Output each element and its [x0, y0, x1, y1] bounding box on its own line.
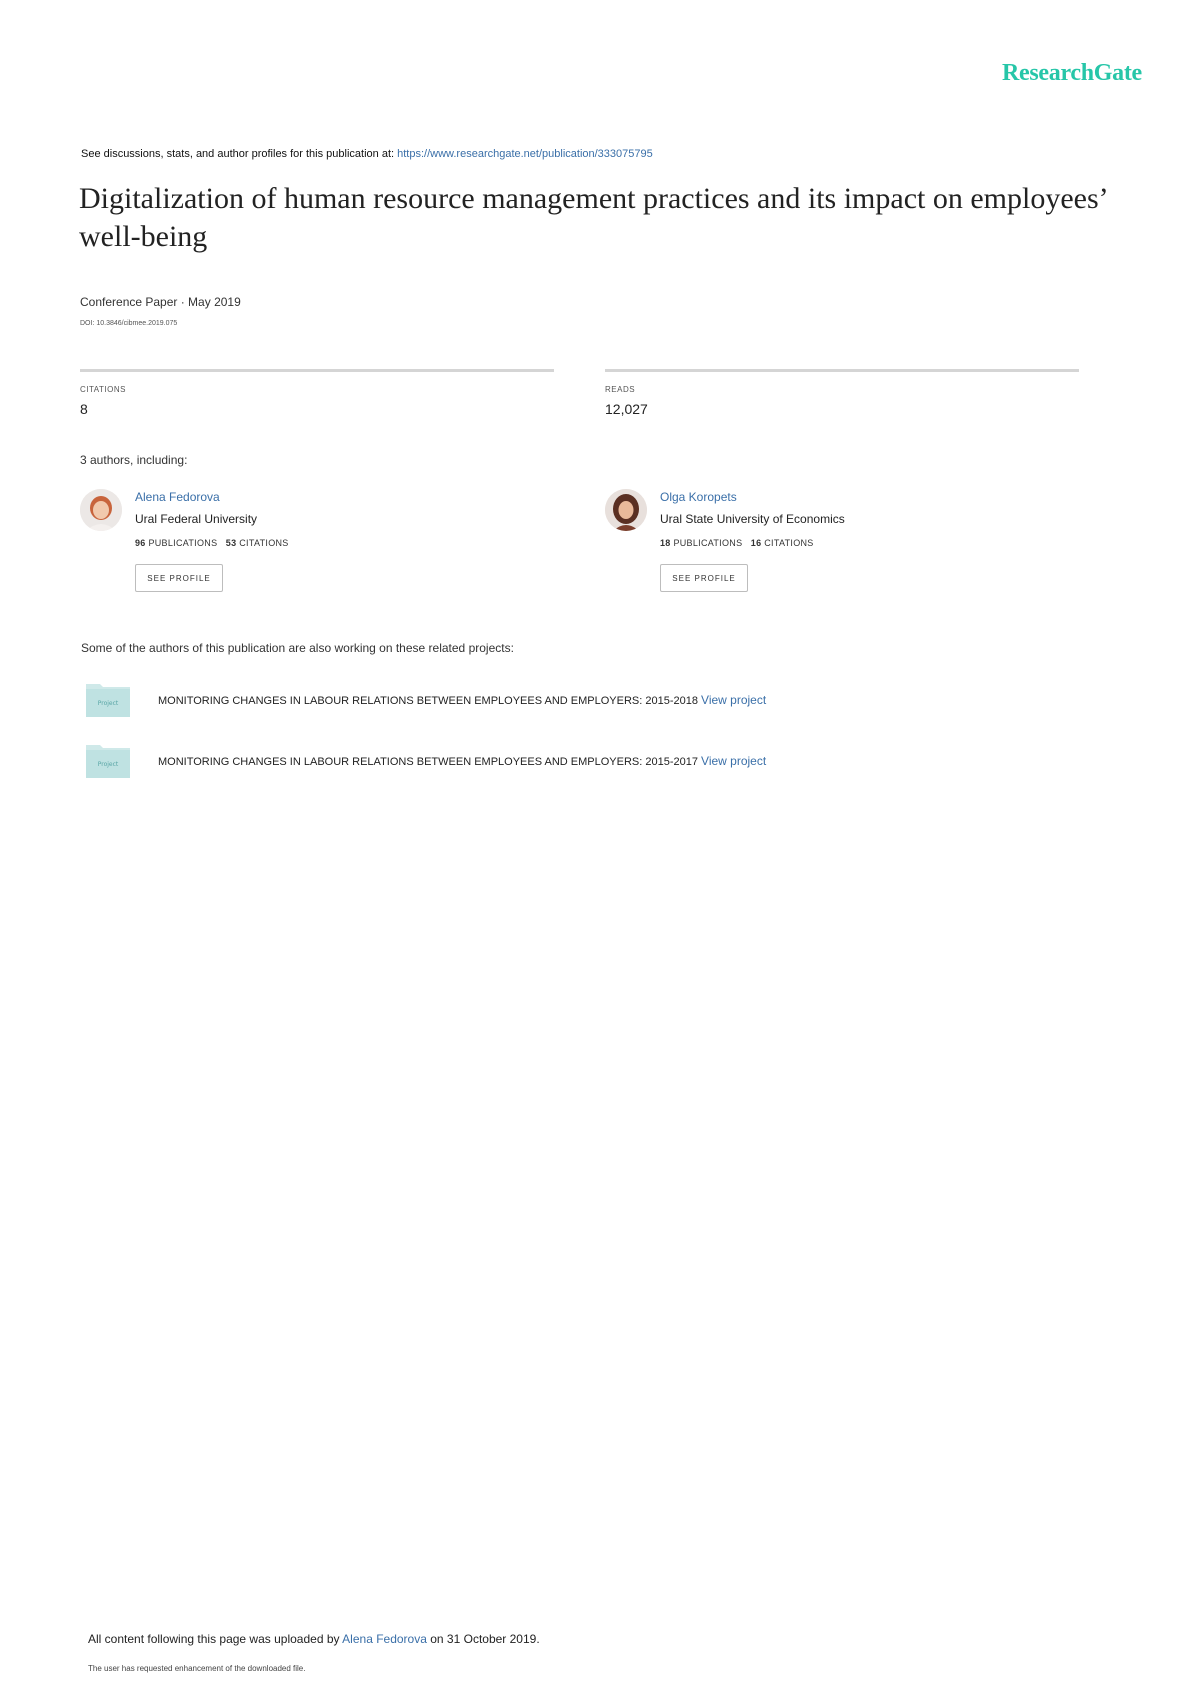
reads-value: 12,027 — [605, 401, 648, 417]
author-counts — [135, 538, 289, 548]
avatar[interactable] — [80, 489, 122, 531]
citations-count: 53 — [225, 538, 237, 548]
uploader-link[interactable]: Alena Fedorova — [342, 1632, 427, 1646]
see-discussions-line — [81, 148, 653, 160]
publications-count: 96 — [135, 538, 146, 548]
author-institution: Ural State University of Economics — [660, 512, 845, 526]
citations-count-label: CITATIONS — [764, 538, 814, 548]
view-project-link[interactable]: View project — [701, 693, 767, 707]
author-name-link[interactable]: Alena Fedorova — [135, 490, 220, 504]
author-card — [80, 487, 550, 597]
project-title — [158, 754, 766, 768]
reads-label: READS — [605, 385, 636, 394]
citations-count-label: CITATIONS — [239, 538, 289, 548]
related-projects-label: Some of the authors of this publication are also working on these related projects: — [81, 641, 514, 655]
publication-doi[interactable]: DOI: 10.3846/cibmee.2019.075 — [80, 320, 178, 327]
publication-type-date: Conference Paper · May 2019 — [80, 295, 241, 309]
author-counts — [660, 538, 814, 548]
view-project-link[interactable]: View project — [701, 754, 767, 768]
project-title-text: MONITORING CHANGES IN LABOUR RELATIONS BETWEEN EMPLOYEES AND EMPLOYERS: 2015-2018 — [158, 695, 698, 707]
see-profile-button[interactable]: SEE PROFILE — [135, 564, 223, 592]
see-profile-button[interactable]: SEE PROFILE — [660, 564, 748, 592]
researchgate-logo[interactable]: ResearchGate — [1002, 60, 1142, 86]
publications-label: PUBLICATIONS — [673, 538, 743, 548]
project-title — [158, 693, 766, 707]
uploaded-suffix: on 31 October 2019. — [426, 1632, 540, 1646]
author-institution: Ural Federal University — [135, 512, 258, 526]
uploaded-by-line — [88, 1632, 540, 1646]
author-name-link[interactable]: Olga Koropets — [660, 490, 737, 504]
citations-divider — [80, 369, 554, 372]
folder-icon — [86, 681, 130, 717]
publications-count: 18 — [660, 538, 671, 548]
folder-icon-label: Project — [97, 700, 119, 707]
see-line-prefix: See discussions, stats, and author profiles for this publication at: — [81, 148, 398, 160]
author-card — [605, 487, 1075, 597]
reads-divider — [605, 369, 1079, 372]
folder-icon-label: Project — [97, 761, 119, 768]
avatar[interactable] — [605, 489, 647, 531]
project-item — [86, 742, 886, 780]
project-title-text: MONITORING CHANGES IN LABOUR RELATIONS BETWEEN EMPLOYEES AND EMPLOYERS: 2015-2017 — [158, 756, 698, 768]
citations-label: CITATIONS — [80, 385, 126, 394]
uploaded-prefix: All content following this page was uploaded by — [88, 1632, 343, 1646]
publication-url-link[interactable]: https://www.researchgate.net/publication/333075795 — [397, 148, 653, 160]
citations-count: 16 — [750, 538, 762, 548]
project-item — [86, 681, 886, 719]
download-note: The user has requested enhancement of the downloaded file. — [88, 1664, 306, 1673]
citations-value: 8 — [80, 401, 88, 417]
folder-icon — [86, 742, 130, 778]
publication-title: Digitalization of human resource management practices and its impact on employees’ well-being — [79, 182, 1107, 253]
publications-label: PUBLICATIONS — [148, 538, 218, 548]
authors-label: 3 authors, including: — [80, 453, 188, 467]
